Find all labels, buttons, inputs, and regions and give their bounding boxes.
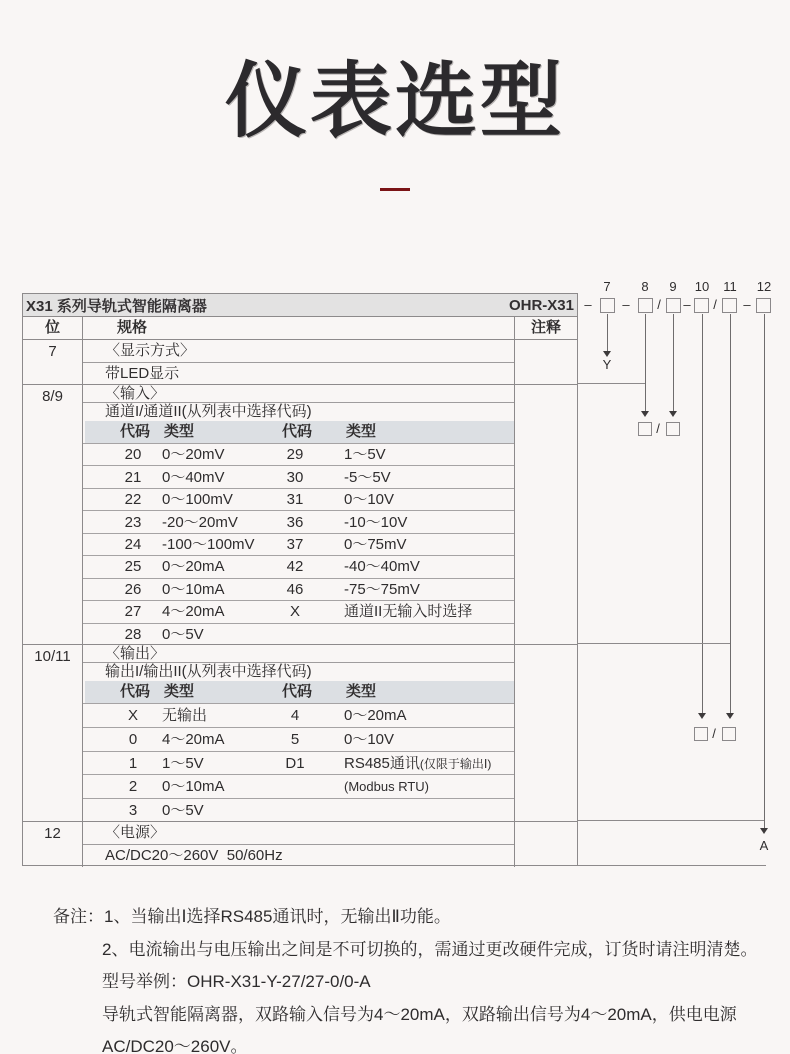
- header-code2: 代码: [281, 683, 312, 700]
- type1: 0～40mV: [162, 468, 225, 486]
- input-row: [83, 578, 514, 600]
- leader-line-12: [764, 314, 765, 828]
- code1: 20: [124, 446, 142, 464]
- code1: 1: [128, 755, 138, 773]
- code2: 5: [290, 730, 300, 748]
- bit-display: 7: [23, 340, 83, 384]
- type2: -75～75mV: [344, 580, 420, 598]
- connector-line-bottom: [578, 865, 766, 866]
- note-power: [514, 822, 577, 867]
- output-code-box-2: [722, 727, 736, 741]
- code1: 28: [124, 625, 142, 643]
- type2: -5～5V: [344, 468, 391, 486]
- code-box-12: [756, 298, 771, 313]
- code1: 26: [124, 580, 142, 598]
- table-header-bar: [23, 294, 577, 316]
- position-number-10: 10: [694, 279, 710, 294]
- display-code-letter: Y: [602, 357, 612, 372]
- note-text-4: 导轨式智能隔离器，双路输入信号为4～20mA，双路输出信号为4～20mA，供电电源: [102, 1004, 737, 1024]
- input-row: [83, 465, 514, 487]
- code1: 2: [128, 778, 138, 796]
- code-box-11: [722, 298, 737, 313]
- output-row: [83, 798, 514, 822]
- type2-main: RS485通讯: [344, 754, 420, 772]
- arrow-down-icon: [726, 713, 734, 719]
- note-text-1: 1、当输出Ⅰ选择RS485通讯时，无输出Ⅱ功能。: [104, 907, 451, 926]
- type1: -100～100mV: [162, 535, 255, 553]
- dash-separator: –: [683, 297, 691, 312]
- type2: 0～75mV: [344, 535, 407, 553]
- code1: 0: [128, 730, 138, 748]
- type1: 无输出: [162, 707, 208, 724]
- type1: 1～5V: [162, 755, 204, 773]
- model-prefix: OHR-X31: [508, 296, 574, 314]
- selection-table: [22, 293, 578, 866]
- type2: 0～10V: [344, 730, 395, 748]
- note-text-2: 2、电流输出与电压输出之间是不可切换的，需通过更改硬件完成，订货时请注明清楚。: [102, 939, 758, 959]
- connector-line-input: [578, 383, 645, 384]
- type2: (Modbus RTU): [344, 779, 430, 795]
- position-number-8: 8: [641, 279, 649, 294]
- code-box-7: [600, 298, 615, 313]
- pair-slash: /: [656, 421, 660, 436]
- input-row: [83, 623, 514, 645]
- title-divider: [380, 188, 410, 191]
- type1: 0～10mA: [162, 580, 225, 598]
- notes-label: 备注：: [53, 907, 104, 926]
- output-row: [83, 751, 514, 775]
- output-row: [83, 774, 514, 798]
- power-code-letter: A: [759, 838, 769, 853]
- note-text-5: AC/DC20～260V。: [102, 1037, 248, 1054]
- section-power: [23, 821, 577, 867]
- position-number-9: 9: [669, 279, 677, 294]
- code2: 42: [286, 558, 304, 576]
- arrow-down-icon: [760, 828, 768, 834]
- dash-separator: –: [743, 297, 751, 312]
- code-box-9: [666, 298, 681, 313]
- leader-line-8: [645, 314, 646, 411]
- leader-line-9: [673, 314, 674, 411]
- position-number-12: 12: [756, 279, 772, 294]
- type2: -40～40mV: [344, 558, 420, 576]
- slash-separator: /: [713, 297, 717, 312]
- slash-separator: /: [657, 297, 661, 312]
- code1: 22: [124, 491, 142, 509]
- header-type2: 类型: [346, 683, 377, 700]
- pair-slash: /: [712, 726, 716, 741]
- code2: 46: [286, 580, 304, 598]
- output-row: [83, 703, 514, 727]
- type1: 0～5V: [162, 802, 204, 820]
- type2-note: (仅限于输出Ⅰ): [419, 756, 492, 771]
- spec-input: [83, 385, 514, 644]
- input-row: [83, 510, 514, 532]
- code1: 21: [124, 468, 142, 486]
- output-code-box-1: [694, 727, 708, 741]
- type1: 0～20mA: [162, 558, 225, 576]
- input-row: [83, 488, 514, 510]
- note-text-3: 型号举例：OHR-X31-Y-27/27-0/0-A: [102, 972, 371, 991]
- code2: 30: [286, 468, 304, 486]
- spec-display: [83, 340, 514, 384]
- type1: 0～20mV: [162, 446, 225, 464]
- code2: 36: [286, 513, 304, 531]
- notes-block: [53, 901, 763, 1054]
- bit-power: 12: [23, 822, 83, 867]
- code1: 27: [124, 603, 142, 621]
- input-title: 〈输入〉: [83, 385, 514, 403]
- header-code2: 代码: [281, 423, 312, 440]
- col-header-spec: 规格: [117, 319, 148, 336]
- dash-separator: –: [622, 297, 630, 312]
- input-row: [83, 555, 514, 577]
- arrow-down-icon: [698, 713, 706, 719]
- arrow-down-icon: [641, 411, 649, 417]
- header-type2: 类型: [346, 423, 377, 440]
- bit-input: 8/9: [23, 385, 83, 644]
- output-row: [83, 727, 514, 751]
- bit-output: 10/11: [23, 645, 83, 821]
- code2: 37: [286, 535, 304, 553]
- column-header-row: [23, 316, 577, 339]
- col-header-note: 注释: [514, 317, 577, 339]
- input-row: [83, 443, 514, 465]
- connector-line-power: [578, 820, 764, 821]
- section-output: [23, 644, 577, 821]
- code1: X: [127, 707, 138, 724]
- code1: 23: [124, 513, 142, 531]
- type2: [330, 752, 514, 776]
- spec-output: [83, 645, 514, 821]
- code2: 4: [290, 707, 300, 724]
- connector-line-output: [578, 643, 730, 644]
- type1: 4～20mA: [162, 730, 225, 748]
- input-code-box-2: [666, 422, 680, 436]
- header-code1: 代码: [119, 423, 150, 440]
- page-title: 仪表选型: [224, 56, 565, 147]
- section-display: [23, 339, 577, 384]
- display-title: 〈显示方式〉: [83, 340, 514, 363]
- output-subtitle: 输出I/输出II(从列表中选择代码): [105, 663, 312, 680]
- type1: 4～20mA: [162, 603, 225, 621]
- series-title: X31 系列导轨式智能隔离器: [26, 297, 207, 315]
- position-number-11: 11: [723, 279, 737, 294]
- code1: 3: [128, 802, 138, 820]
- header-type1: 类型: [164, 683, 195, 700]
- power-value: AC/DC20～260V 50/60Hz: [105, 847, 283, 864]
- arrow-down-icon: [669, 411, 677, 417]
- note-display: [514, 340, 577, 384]
- type2: -10～10V: [344, 513, 408, 531]
- note-line: [53, 901, 763, 934]
- code2: X: [289, 603, 300, 621]
- col-header-bit: 位: [23, 317, 83, 339]
- input-code-box-1: [638, 422, 652, 436]
- note-output: [514, 645, 577, 821]
- type2: 0～10V: [344, 491, 395, 509]
- leader-line-7: [607, 314, 608, 351]
- code2: 31: [286, 491, 304, 509]
- note-input: [514, 385, 577, 644]
- type2: 1～5V: [344, 446, 386, 464]
- code2: 29: [286, 446, 304, 464]
- output-codes-header: [85, 681, 514, 703]
- leader-line-11: [730, 314, 731, 713]
- leader-line-10: [702, 314, 703, 713]
- type1: 0～100mV: [162, 491, 233, 509]
- input-subtitle: 通道I/通道II(从列表中选择代码): [105, 403, 312, 420]
- input-row: [83, 600, 514, 622]
- power-title: 〈电源〉: [83, 822, 514, 845]
- section-input: [23, 384, 577, 644]
- code1: 24: [124, 535, 142, 553]
- position-number-7: 7: [603, 279, 611, 294]
- code-box-8: [638, 298, 653, 313]
- code2: D1: [285, 755, 305, 773]
- spec-power: [83, 822, 514, 867]
- display-value: 带LED显示: [105, 364, 180, 382]
- header-code1: 代码: [119, 683, 150, 700]
- input-codes-header: [85, 421, 514, 443]
- output-title: 〈输出〉: [83, 645, 514, 663]
- dash-separator: –: [584, 297, 592, 312]
- type2: 通道II无输入时选择: [344, 603, 473, 621]
- type1: -20～20mV: [162, 513, 238, 531]
- input-row: [83, 533, 514, 555]
- header-type1: 类型: [164, 423, 195, 440]
- code-box-10: [694, 298, 709, 313]
- type1: 0～10mA: [162, 778, 225, 796]
- code1: 25: [124, 558, 142, 576]
- type2: 0～20mA: [344, 707, 407, 724]
- type1: 0～5V: [162, 625, 204, 643]
